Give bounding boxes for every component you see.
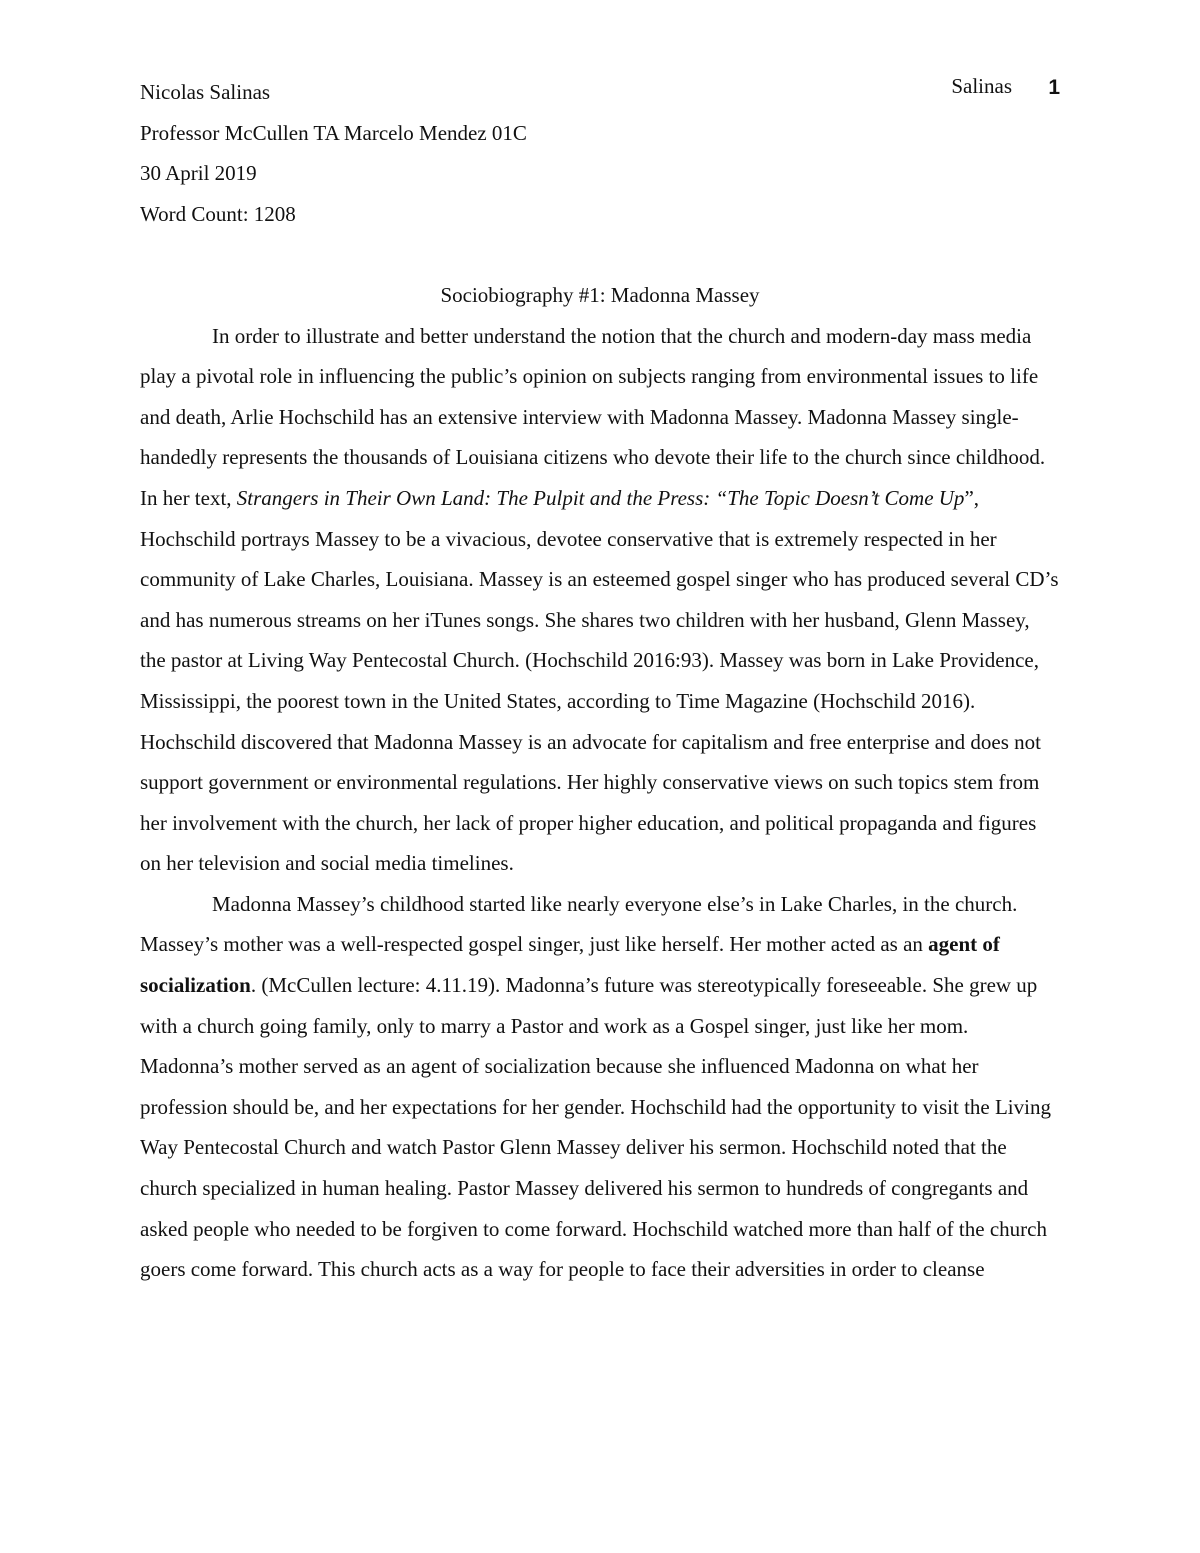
instructor-line: Professor McCullen TA Marcelo Mendez 01C: [140, 120, 527, 145]
paragraph-2-text-b: . (McCullen lecture: 4.11.19). Madonna’s future was stereotypically foreseeable. She grew up with a church going family, only to marry a Pastor and work as a Gospel singer, just like her mom. Madonna’s mother served as an agent of socialization because she influenced Madonna on what her profession should be, and her expectations for her gender. Hochschild had the opportunity to visit the Living Way Pentecostal Church and watch Pastor Glenn Massey deliver his sermon. Hochschild noted that the church specialized in human healing. Pastor Massey delivered his sermon to hundreds of congregants and asked people who needed to be forgiven to come forward. Hochschild watched more than half of the church goers come forward. This church acts as a way for people to face their adversities in order to cleanse: [140, 973, 1051, 1282]
book-title: Strangers in Their Own Land: The Pulpit and the Press: “The Topic Doesn’t Come Up: [236, 485, 965, 510]
document-title: Sociobiography #1: Madonna Massey: [440, 282, 760, 307]
document-body: [140, 72, 1060, 1290]
word-count-line: Word Count: 1208: [140, 201, 296, 226]
body-paragraph-1: [140, 316, 1060, 884]
paragraph-1-text-b: ”, Hochschild portrays Massey to be a vivacious, devotee conservative that is extremely respected in her community of Lake Charles, Louisiana. Massey is an esteemed gospel singer who has produced several CD’s and has numerous streams on her iTunes songs. She shares two children with her husband, Glenn Massey, the pastor at Living Way Pentecostal Church. (Hochschild 2016:93). Massey was born in Lake Providence, Mississippi, the poorest town in the United States, according to Time Magazine (Hochschild 2016). Hochschild discovered that Madonna Massey is an advocate for capitalism and free enterprise and does not support government or environmental regulations. Her highly conservative views on such topics stem from her involvement with the church, her lack of proper higher education, and political propaganda and figures on her television and social media timelines.: [140, 485, 1059, 876]
date-line: 30 April 2019: [140, 161, 257, 186]
blank-line: [140, 234, 1060, 275]
body-paragraph-2: [140, 884, 1060, 1290]
author-name: Nicolas Salinas: [140, 80, 271, 104]
page-number: 1: [1048, 76, 1060, 99]
paragraph-2-text-a: Madonna Massey’s childhood started like nearly everyone else’s in Lake Charles, in the church. Massey’s mother was a well-respected gospel singer, just like herself. Her mother acted as an: [140, 891, 1018, 957]
key-term: agent of socialization: [140, 932, 1000, 998]
paragraph-1-text-a: In order to illustrate and better understand the notion that the church and modern-day mass media play a pivotal role in influencing the public’s opinion on subjects ranging from environmental issues to life and death, Arlie Hochschild has an extensive interview with Madonna Massey. Madonna Massey single-handedly represents the thousands of Louisiana citizens who devote their life to the church since childhood. In her text,: [140, 323, 1046, 510]
running-head: Salinas: [951, 74, 1012, 98]
